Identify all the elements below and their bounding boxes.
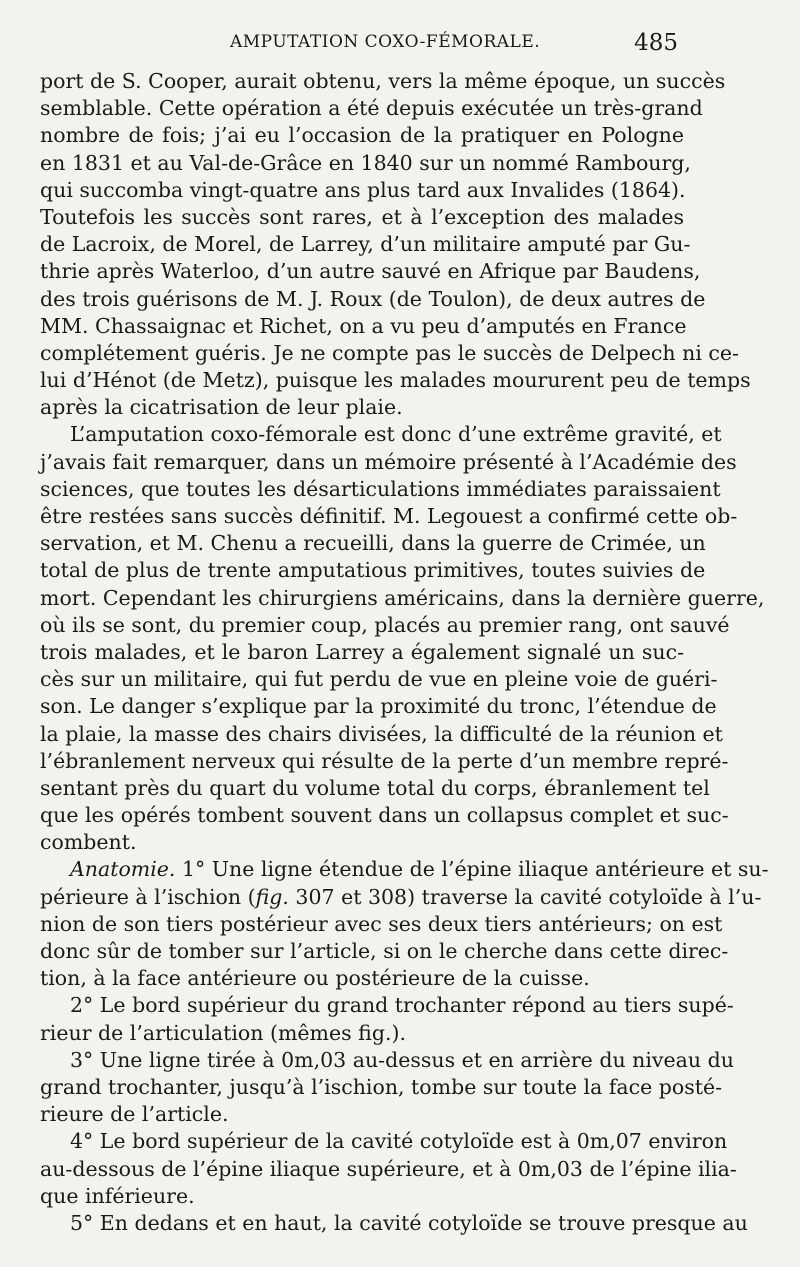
text-line: complétement guéris. Je ne compte pas le succès de Delpech ni ce- — [40, 340, 739, 365]
text-line: rieur de l’articulation (mêmes fig.). — [40, 1020, 406, 1045]
text-line: de Lacroix, de Morel, de Larrey, d’un militaire amputé par Gu- — [40, 232, 691, 257]
text-line: semblable. Cette opération a été depuis exécutée un très-grand — [40, 96, 703, 121]
text-line: grand trochanter, jusqu’à l’ischion, tombe sur toute la face posté- — [40, 1074, 723, 1099]
text-line: 5° En dedans et en haut, la cavité cotyloïde se trouve presque au — [70, 1210, 748, 1235]
text-line: nombre de fois; j’ai eu l’occasion de la pratiquer en Pologne — [40, 123, 684, 148]
text-line: au-dessous de l’épine iliaque supérieure, et à 0m,03 de l’épine ilia- — [40, 1156, 737, 1181]
text-line: l’ébranlement nerveux qui résulte de la perte d’un membre repré- — [40, 748, 729, 773]
text-line: rieure de l’article. — [40, 1102, 229, 1127]
text-line: en 1831 et au Val-de-Grâce en 1840 sur un nommé Rambourg, — [40, 150, 691, 175]
text-line: lui d’Hénot (de Metz), puisque les malades moururent peu de temps — [40, 368, 751, 393]
text-line: son. Le danger s’explique par la proximité du tronc, l’étendue de — [40, 694, 717, 719]
page-header — [40, 30, 678, 60]
body-text — [40, 68, 769, 1237]
text-line: port de S. Cooper, aurait obtenu, vers la même époque, un succès — [40, 69, 726, 93]
running-title: AMPUTATION COXO-FÉMORALE. — [230, 32, 541, 52]
text-line: 4° Le bord supérieur de la cavité cotyloïde est à 0m,07 environ — [70, 1129, 728, 1154]
text-line: thrie après Waterloo, d’un autre sauvé en Afrique par Baudens, — [40, 259, 701, 284]
text-line: la plaie, la masse des chairs divisées, la difficulté de la réunion et — [40, 721, 723, 746]
text-line: sciences, que toutes les désarticulations immédiates paraissaient — [40, 476, 721, 501]
section-heading: Anatomie. — [70, 857, 176, 882]
text-line: donc sûr de tomber sur l’article, si on le cherche dans cette direc- — [40, 939, 729, 963]
text-line: où ils se sont, du premier coup, placés au premier rang, ont sauvé — [40, 612, 730, 637]
page-number: 485 — [634, 30, 678, 56]
text-line: que inférieure. — [40, 1183, 195, 1208]
text-line: nion de son tiers postérieur avec ses deux tiers antérieurs; on est — [40, 911, 723, 936]
text-line: tion, à la face antérieure ou postérieure de la cuisse. — [40, 966, 590, 991]
text-line: cès sur un militaire, qui fut perdu de vue en pleine voie de guéri- — [40, 667, 718, 692]
text-line: trois malades, et le baron Larrey a également signalé un suc- — [40, 639, 684, 664]
text-line: combent. — [40, 830, 137, 855]
text-line: des trois guérisons de M. J. Roux (de Toulon), de deux autres de — [40, 286, 706, 311]
text-line: Anatomie. 1° Une ligne étendue de l’épine iliaque antérieure et su- — [70, 857, 769, 882]
text-line: L’amputation coxo-fémorale est donc d’une extrême gravité, et — [70, 422, 722, 447]
text-line: 3° Une ligne tirée à 0m,03 au-dessus et en arrière du niveau du — [70, 1047, 734, 1072]
text-line: sentant près du quart du volume total du corps, ébranlement tel — [40, 775, 710, 800]
text-line: mort. Cependant les chirurgiens américains, dans la dernière guerre, — [40, 585, 765, 610]
text-line: servation, et M. Chenu a recueilli, dans la guerre de Crimée, un — [40, 531, 706, 556]
text-line: être restées sans succès définitif. M. Legouest a confirmé cette ob- — [40, 504, 738, 528]
text-line: 2° Le bord supérieur du grand trochanter répond au tiers supé- — [70, 993, 734, 1018]
text-line: que les opérés tombent souvent dans un collapsus complet et suc- — [40, 803, 729, 828]
text-line: qui succomba vingt-quatre ans plus tard aux Invalides (1864). — [40, 177, 686, 202]
text-line: Toutefois les succès sont rares, et à l’exception des malades — [40, 204, 684, 229]
text-line: MM. Chassaignac et Richet, on a vu peu d’amputés en France — [40, 313, 687, 338]
text-line: j’avais fait remarquer, dans un mémoire présenté à l’Académie des — [40, 449, 737, 474]
text-line: après la cicatrisation de leur plaie. — [40, 395, 403, 420]
text-line: périeure à l’ischion (fig. 307 et 308) traverse la cavité cotyloïde à l’u- — [40, 884, 762, 909]
text-line: total de plus de trente amputatious primitives, toutes suivies de — [40, 558, 706, 583]
